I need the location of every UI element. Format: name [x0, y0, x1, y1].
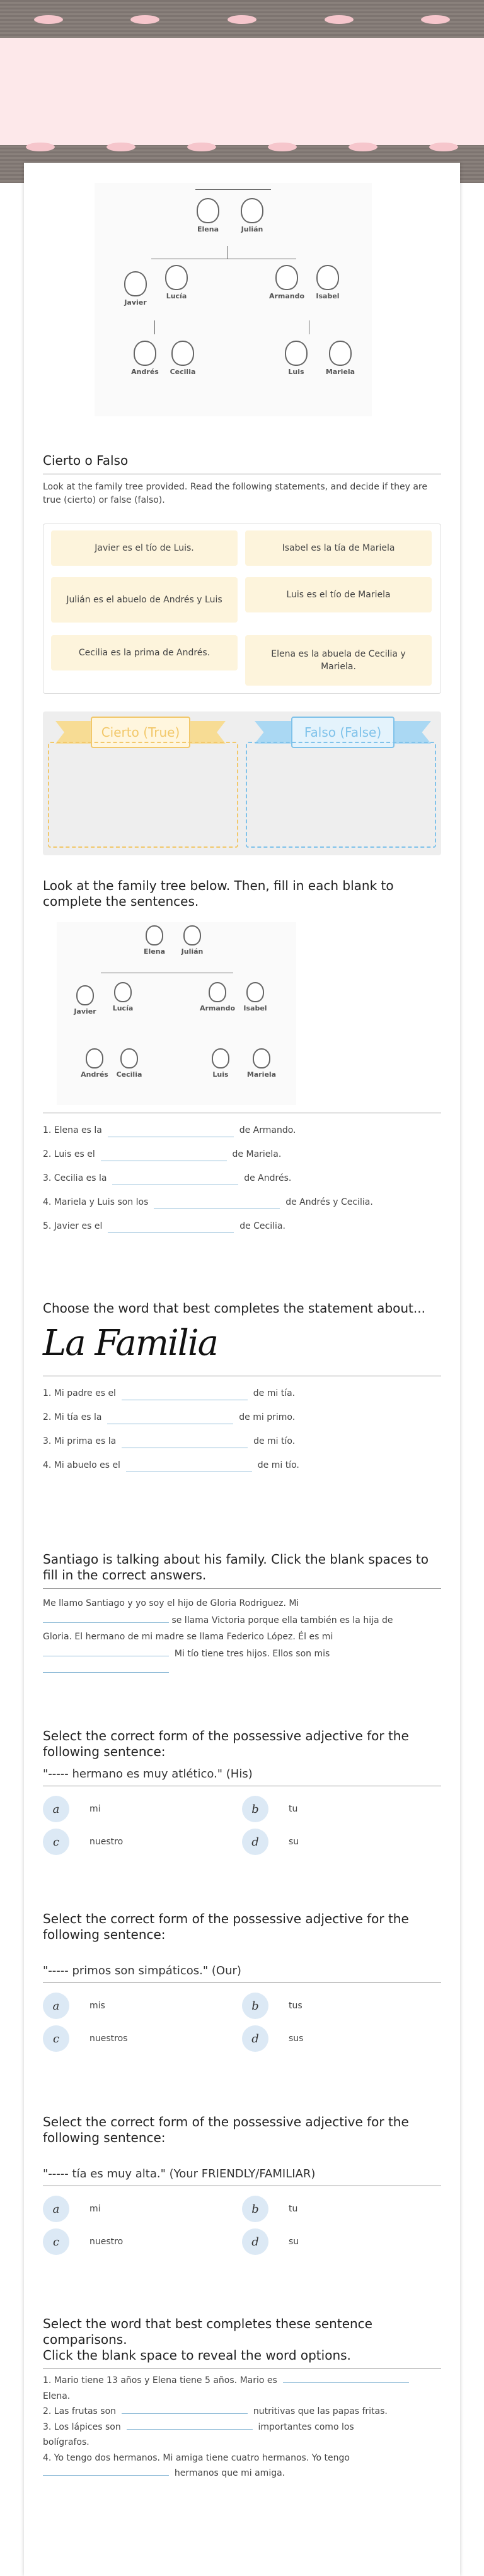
- tree-node: Cecilia: [113, 1048, 145, 1079]
- tree-node: Isabel: [309, 265, 347, 300]
- tree-node: Isabel: [239, 982, 271, 1012]
- blank-input[interactable]: [108, 1224, 234, 1233]
- instructions: Look at the family tree provided. Read the following statements, and decide if they are true (cierto) or false (falso).: [43, 482, 427, 505]
- option-d[interactable]: d su: [242, 2228, 441, 2255]
- blank-input[interactable]: [283, 2374, 409, 2383]
- heart-decoration: [421, 15, 450, 24]
- blank-input[interactable]: [108, 1128, 234, 1137]
- blank-input[interactable]: [122, 2405, 248, 2414]
- comparison-items: 1. Mario tiene 13 años y Elena tiene 5 años. Mario es Elena. 2. Las frutas son nutritivas que las papas fritas. 3. Los lápices son importantes como los bolígrafos. 4. Yo tengo dos hermanos. Mi amiga tiene cuatro hermanos. Yo tengo hermanos que mi amiga.: [43, 2373, 441, 2481]
- tree-node: Armando: [199, 982, 236, 1012]
- tree-node: Elena: [189, 198, 227, 233]
- mc-question-3: [43, 2114, 441, 2258]
- blank-input[interactable]: [112, 1176, 238, 1185]
- mc-question-1: [43, 1728, 441, 1858]
- divider: [43, 2368, 441, 2369]
- option-c[interactable]: c nuestros: [43, 2025, 242, 2052]
- sort-card[interactable]: Julián es el abuelo de Andrés y Luis: [51, 577, 238, 623]
- heart-decoration: [268, 143, 297, 151]
- section-title: Cierto o Falso: [43, 453, 129, 468]
- divider: [43, 1982, 441, 1983]
- question-sentence: "----- hermano es muy atlético." (His): [43, 1767, 253, 1781]
- fill-tree-section: [43, 878, 441, 910]
- blank-input[interactable]: [122, 1439, 248, 1448]
- heart-decoration: [349, 143, 377, 151]
- option-a[interactable]: a mis: [43, 1993, 242, 2019]
- option-c[interactable]: c nuestro: [43, 1829, 242, 1855]
- option-b[interactable]: b tu: [242, 2196, 441, 2222]
- tree-node: Andrés: [79, 1048, 110, 1079]
- heart-row-top: [0, 15, 484, 24]
- fill-item: 3. Mi prima es la de mi tío.: [43, 1424, 441, 1448]
- bin-true-dropzone[interactable]: [48, 742, 238, 848]
- option-b[interactable]: b tus: [242, 1993, 441, 2019]
- fill-item: 4. Mi abuelo es el de mi tío.: [43, 1448, 441, 1472]
- heart-decoration: [34, 15, 63, 24]
- blank-input[interactable]: [127, 2421, 253, 2430]
- cierto-falso-section: [43, 453, 441, 507]
- section-title: Choose the word that best completes the statement about...: [43, 1301, 425, 1316]
- fill-item: 5. Javier es el de Cecilia.: [43, 1209, 441, 1233]
- fill-tree-items: [43, 1113, 441, 1233]
- tree-node: Elena: [139, 925, 170, 956]
- blank-input[interactable]: [154, 1200, 280, 1209]
- tree-node: Cecilia: [164, 341, 202, 376]
- family-tree-image: [57, 922, 296, 1105]
- heart-decoration: [228, 15, 256, 24]
- heart-decoration: [26, 143, 55, 151]
- bin-false-dropzone[interactable]: [246, 742, 436, 848]
- bin-false-label: Falso (False): [291, 717, 395, 748]
- tree-node: Andrés: [126, 341, 164, 376]
- tree-node: Mariela: [318, 341, 362, 376]
- blank-input[interactable]: [43, 1664, 169, 1673]
- option-a[interactable]: a mi: [43, 2196, 242, 2222]
- blank-input[interactable]: [101, 1152, 227, 1161]
- option-c[interactable]: c nuestro: [43, 2228, 242, 2255]
- choose-word-section: [43, 1301, 441, 1472]
- heart-decoration: [325, 15, 354, 24]
- option-d[interactable]: d su: [242, 1829, 441, 1855]
- option-a[interactable]: a mi: [43, 1796, 242, 1822]
- sort-card[interactable]: Luis es el tío de Mariela: [245, 577, 432, 612]
- blank-input[interactable]: [126, 1463, 252, 1472]
- la-familia-logo: La Familia: [43, 1323, 218, 1364]
- section-subtitle: Click the blank space to reveal the word options.: [43, 2348, 351, 2363]
- tree-node: Mariela: [243, 1048, 280, 1079]
- section-title: Santiago is talking about his family. Click the blank spaces to fill in the correct answers.: [43, 1552, 429, 1583]
- heart-row-bottom: [0, 143, 484, 151]
- heart-decoration: [187, 143, 216, 151]
- sort-card[interactable]: Isabel es la tía de Mariela: [245, 530, 432, 566]
- tree-node: Javier: [69, 985, 101, 1016]
- question-title: Select the correct form of the possessive adjective for the following sentence:: [43, 1728, 409, 1759]
- header-banner: [0, 38, 484, 145]
- sort-card[interactable]: Cecilia es la prima de Andrés.: [51, 635, 238, 670]
- section-title: Look at the family tree below. Then, fill in each blank to complete the sentences.: [43, 878, 394, 909]
- heart-decoration: [130, 15, 159, 24]
- tree-node: Lucía: [107, 982, 139, 1012]
- sort-bins: [43, 711, 441, 855]
- heart-decoration: [429, 143, 458, 151]
- question-sentence: "----- primos son simpáticos." (Our): [43, 1964, 241, 1977]
- question-sentence: "----- tía es muy alta." (Your FRIENDLY/FAMILIAR): [43, 2167, 316, 2181]
- blank-input[interactable]: [122, 1391, 248, 1400]
- divider: [43, 1588, 441, 1589]
- fill-item: 1. Elena es la de Armando.: [43, 1113, 441, 1137]
- tree-node: Lucía: [158, 265, 195, 300]
- option-b[interactable]: b tu: [242, 1796, 441, 1822]
- fill-item: 2. Mi tía es la de mi primo.: [43, 1400, 441, 1424]
- heart-decoration: [107, 143, 135, 151]
- blank-input[interactable]: [107, 1415, 233, 1424]
- blank-input[interactable]: [43, 1614, 169, 1623]
- tree-node: Armando: [265, 265, 309, 300]
- tree-node: Julián: [233, 198, 271, 233]
- sort-card-pool: [43, 524, 441, 694]
- blank-input[interactable]: [43, 1648, 169, 1656]
- santiago-section: [43, 1552, 441, 1679]
- blank-input[interactable]: [43, 2467, 169, 2476]
- fill-item: 4. Mariela y Luis son los de Andrés y Cecilia.: [43, 1185, 441, 1209]
- fill-item: 2. Luis es el de Mariela.: [43, 1137, 441, 1161]
- question-title: Select the correct form of the possessive adjective for the following sentence:: [43, 1911, 409, 1942]
- fill-item: 3. Cecilia es la de Andrés.: [43, 1161, 441, 1185]
- tree-node: Luis: [205, 1048, 236, 1079]
- fill-item: 1. Mi padre es el de mi tía.: [43, 1376, 441, 1400]
- sort-card[interactable]: Elena es la abuela de Cecilia y Mariela.: [245, 635, 432, 686]
- section-title: Select the word that best completes these sentence comparisons.: [43, 2316, 372, 2347]
- bin-true-label: Cierto (True): [91, 717, 190, 748]
- sort-card[interactable]: Javier es el tío de Luis.: [51, 530, 238, 566]
- tree-node: Julián: [176, 925, 208, 956]
- option-d[interactable]: d sus: [242, 2025, 441, 2052]
- mc-question-2: [43, 1911, 441, 2055]
- tree-node: Luis: [277, 341, 315, 376]
- tree-node: Javier: [117, 271, 154, 307]
- santiago-passage: Me llamo Santiago y yo soy el hijo de Gloria Rodriguez. Mi se llama Victoria porque ella también es la hija de Gloria. El hermano de mi madre se llama Federico López. Él es mi Mi tío tiene tres hijos. Ellos son mis: [43, 1595, 441, 1679]
- comparisons-section: [43, 2316, 441, 2481]
- family-tree-image: [95, 183, 372, 416]
- question-title: Select the correct form of the possessive adjective for the following sentence:: [43, 2114, 409, 2145]
